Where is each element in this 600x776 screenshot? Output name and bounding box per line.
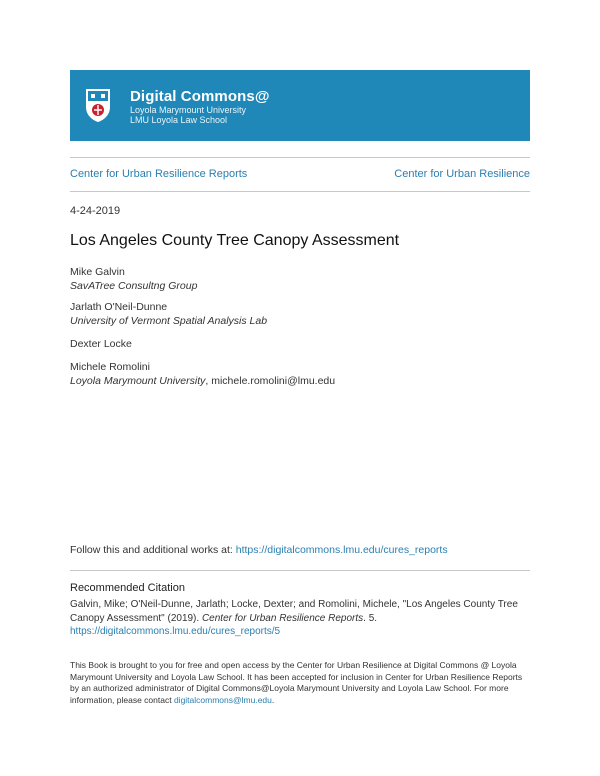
divider-top — [70, 157, 530, 158]
banner-subtitle-university: Loyola Marymount University — [130, 105, 247, 115]
digital-commons-banner[interactable] — [70, 70, 530, 141]
follow-line — [70, 544, 448, 556]
publication-date: 4-24-2019 — [70, 205, 121, 217]
access-statement-end: . — [271, 694, 275, 705]
author-name: Jarlath O'Neil-Dunne — [70, 301, 168, 313]
citation-text: Galvin, Mike; O'Neil-Dunne, Jarlath; Locke, Dexter; and Romolini, Michele, "Los Angeles County Tree Canopy Assessment" (2019). — [70, 599, 518, 624]
contact-email-link[interactable]: digitalcommons@lmu.edu — [173, 694, 272, 705]
access-statement-text: This Book is brought to you for free and open access by the Center for Urban Resilience at Digital Commons @ Loyola Marymount University and Loyola Law School. It has been accepted for inclusion in Center for Urban Resilience Reports by an authorized administrator of Digital Commons@Loyola Marymount University and Loyola Law School. For more information, please contact — [70, 660, 523, 705]
author-block — [70, 360, 335, 388]
author-block — [70, 265, 197, 293]
divider-breadcrumb — [70, 191, 530, 192]
recommended-citation — [70, 598, 530, 639]
author-affiliation: SavATree Consultng Group — [70, 280, 198, 292]
citation-url-link[interactable]: https://digitalcommons.lmu.edu/cures_reports/5 — [70, 626, 281, 637]
document-title: Los Angeles County Tree Canopy Assessment — [70, 232, 400, 249]
divider-citation — [70, 570, 530, 571]
collection-link[interactable]: https://digitalcommons.lmu.edu/cures_reports — [235, 544, 448, 556]
series-link[interactable]: Center for Urban Resilience Reports — [70, 168, 248, 180]
author-block — [70, 337, 132, 351]
access-statement — [70, 660, 532, 706]
lmu-seal-logo — [84, 87, 112, 123]
banner-title: Digital Commons@ — [130, 88, 270, 105]
author-email: , michele.romolini@lmu.edu — [205, 375, 336, 387]
author-name: Michele Romolini — [70, 361, 150, 373]
center-link[interactable]: Center for Urban Resilience — [394, 168, 530, 180]
author-affiliation: Loyola Marymount University — [70, 375, 206, 387]
citation-number: . 5. — [363, 612, 378, 624]
follow-text: Follow this and additional works at: — [70, 544, 236, 556]
citation-series: Center for Urban Resilience Reports — [201, 612, 364, 624]
author-affiliation: University of Vermont Spatial Analysis Lab — [70, 315, 268, 327]
author-block — [70, 300, 267, 328]
author-name: Mike Galvin — [70, 266, 125, 278]
author-name: Dexter Locke — [70, 338, 132, 350]
author-affiliation-line — [70, 374, 335, 388]
banner-subtitle-law-school: LMU Loyola Law School — [130, 115, 228, 125]
recommended-citation-heading: Recommended Citation — [70, 582, 185, 594]
